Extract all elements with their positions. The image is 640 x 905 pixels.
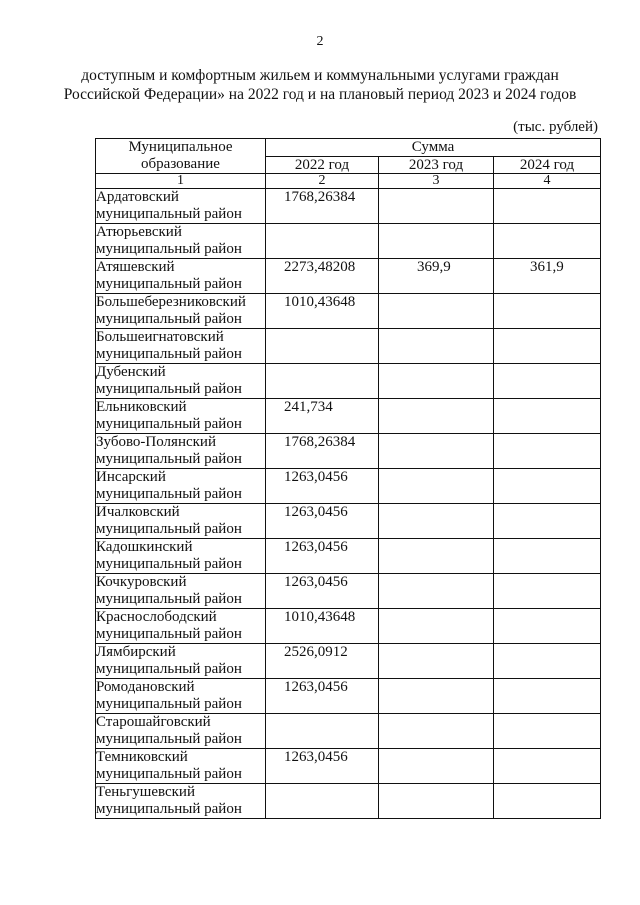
municipality-name: Зубово-Полянский xyxy=(96,434,216,450)
amount-cell-2023 xyxy=(379,189,494,224)
amount-cell-2024 xyxy=(494,224,601,259)
municipality-type: муниципальный район xyxy=(96,276,242,292)
municipality-type: муниципальный район xyxy=(96,801,242,817)
amount-cell-2023 xyxy=(379,259,494,294)
municipality-type: муниципальный район xyxy=(96,416,242,432)
amount-cell-2022 xyxy=(266,259,379,294)
municipality-cell xyxy=(96,469,266,504)
amount-cell-2024 xyxy=(494,504,601,539)
table-row xyxy=(96,504,601,539)
amount-value: 1263,0456 xyxy=(284,504,348,520)
municipality-name: Краснослободский xyxy=(96,609,217,625)
table-row xyxy=(96,434,601,469)
municipality-cell xyxy=(96,679,266,714)
amount-cell-2022 xyxy=(266,399,379,434)
amount-cell-2022 xyxy=(266,504,379,539)
table-row xyxy=(96,679,601,714)
municipality-cell xyxy=(96,364,266,399)
municipality-type: муниципальный район xyxy=(96,381,242,397)
heading-line-2: Российской Федерации» на 2022 год и на плановый период 2023 и 2024 годов xyxy=(63,86,577,103)
municipality-name: Ельниковский xyxy=(96,399,187,415)
header-sum: Сумма xyxy=(266,139,601,157)
amount-cell-2024 xyxy=(494,644,601,679)
table-row xyxy=(96,259,601,294)
municipality-type: муниципальный район xyxy=(96,451,242,467)
municipality-cell xyxy=(96,609,266,644)
amount-cell-2023 xyxy=(379,329,494,364)
amount-value: 361,9 xyxy=(530,259,564,275)
municipality-cell xyxy=(96,644,266,679)
amount-cell-2022 xyxy=(266,749,379,784)
amount-value: 1263,0456 xyxy=(284,469,348,485)
amount-cell-2023 xyxy=(379,574,494,609)
amount-value: 1263,0456 xyxy=(284,749,348,765)
amount-cell-2023 xyxy=(379,679,494,714)
amount-cell-2022 xyxy=(266,294,379,329)
municipality-type: муниципальный район xyxy=(96,486,242,502)
municipality-cell xyxy=(96,189,266,224)
municipality-name: Темниковский xyxy=(96,749,188,765)
amount-cell-2023 xyxy=(379,224,494,259)
table-row xyxy=(96,539,601,574)
amount-cell-2022 xyxy=(266,679,379,714)
header-year-2024: 2024 год xyxy=(494,156,601,174)
table-row xyxy=(96,189,601,224)
amount-value: 1263,0456 xyxy=(284,574,348,590)
municipality-type: муниципальный район xyxy=(96,206,242,222)
amount-cell-2024 xyxy=(494,189,601,224)
amount-cell-2024 xyxy=(494,259,601,294)
municipality-cell xyxy=(96,434,266,469)
municipality-type: муниципальный район xyxy=(96,696,242,712)
table-row xyxy=(96,294,601,329)
amount-cell-2024 xyxy=(494,679,601,714)
municipality-name: Кочкуровский xyxy=(96,574,187,590)
table-row xyxy=(96,609,601,644)
municipality-type: муниципальный район xyxy=(96,626,242,642)
municipality-name: Атюрьевский xyxy=(96,224,182,240)
column-number: 4 xyxy=(494,174,601,189)
table-row xyxy=(96,329,601,364)
municipality-type: муниципальный район xyxy=(96,591,242,607)
municipality-name: Старошайговский xyxy=(96,714,211,730)
amount-cell-2022 xyxy=(266,224,379,259)
table-row xyxy=(96,224,601,259)
amount-value: 241,734 xyxy=(284,399,333,415)
amount-cell-2022 xyxy=(266,434,379,469)
municipality-cell xyxy=(96,714,266,749)
allocation-table xyxy=(95,138,601,819)
municipality-name: Большеигнатовский xyxy=(96,329,224,345)
amount-value: 2526,0912 xyxy=(284,644,348,660)
amount-cell-2023 xyxy=(379,644,494,679)
municipality-name: Дубенский xyxy=(96,364,166,380)
municipality-name: Кадошкинский xyxy=(96,539,193,555)
amount-cell-2022 xyxy=(266,574,379,609)
amount-cell-2023 xyxy=(379,364,494,399)
municipality-type: муниципальный район xyxy=(96,346,242,362)
amount-cell-2023 xyxy=(379,434,494,469)
table-row xyxy=(96,714,601,749)
municipality-cell xyxy=(96,399,266,434)
amount-cell-2023 xyxy=(379,539,494,574)
table-row xyxy=(96,469,601,504)
amount-cell-2024 xyxy=(494,399,601,434)
amount-value: 1768,26384 xyxy=(284,189,356,205)
amount-value: 369,9 xyxy=(417,259,451,275)
amount-cell-2023 xyxy=(379,784,494,819)
table-row xyxy=(96,364,601,399)
header-year-2022: 2022 год xyxy=(266,156,379,174)
municipality-name: Большеберезниковский xyxy=(96,294,246,310)
amount-value: 1263,0456 xyxy=(284,539,348,555)
amount-cell-2024 xyxy=(494,434,601,469)
table-row xyxy=(96,399,601,434)
municipality-cell xyxy=(96,504,266,539)
amount-cell-2024 xyxy=(494,574,601,609)
column-number: 1 xyxy=(96,174,266,189)
municipality-name: Ромодановский xyxy=(96,679,195,695)
municipality-name: Лямбирский xyxy=(96,644,176,660)
table-row xyxy=(96,574,601,609)
header-year-2023: 2023 год xyxy=(379,156,494,174)
municipality-name: Ардатовский xyxy=(96,189,179,205)
amount-cell-2023 xyxy=(379,714,494,749)
amount-cell-2023 xyxy=(379,504,494,539)
municipality-cell xyxy=(96,259,266,294)
municipality-name: Инсарский xyxy=(96,469,166,485)
table-row xyxy=(96,749,601,784)
amount-cell-2022 xyxy=(266,784,379,819)
amount-value: 1263,0456 xyxy=(284,679,348,695)
amount-cell-2023 xyxy=(379,749,494,784)
header-municipality: Муниципальное образование xyxy=(96,139,266,174)
municipality-type: муниципальный район xyxy=(96,661,242,677)
municipality-type: муниципальный район xyxy=(96,766,242,782)
amount-cell-2023 xyxy=(379,469,494,504)
municipality-cell xyxy=(96,224,266,259)
municipality-cell xyxy=(96,749,266,784)
amount-cell-2023 xyxy=(379,294,494,329)
amount-cell-2022 xyxy=(266,609,379,644)
municipality-cell xyxy=(96,329,266,364)
amount-cell-2022 xyxy=(266,329,379,364)
municipality-type: муниципальный район xyxy=(96,556,242,572)
column-number: 3 xyxy=(379,174,494,189)
amount-cell-2022 xyxy=(266,644,379,679)
municipality-name: Теньгушевский xyxy=(96,784,195,800)
municipality-type: муниципальный район xyxy=(96,311,242,327)
amount-cell-2024 xyxy=(494,609,601,644)
amount-cell-2022 xyxy=(266,364,379,399)
amount-cell-2024 xyxy=(494,294,601,329)
table-row xyxy=(96,784,601,819)
amount-cell-2022 xyxy=(266,714,379,749)
amount-cell-2024 xyxy=(494,539,601,574)
units-label: (тыс. рублей) xyxy=(513,119,598,135)
municipality-cell xyxy=(96,784,266,819)
municipality-type: муниципальный район xyxy=(96,731,242,747)
table-row xyxy=(96,644,601,679)
heading-line-1: доступным и комфортным жильем и коммунальными услугами граждан xyxy=(81,67,559,84)
municipality-name: Ичалковский xyxy=(96,504,180,520)
municipality-cell xyxy=(96,539,266,574)
document-heading xyxy=(40,66,600,104)
municipality-type: муниципальный район xyxy=(96,241,242,257)
municipality-type: муниципальный район xyxy=(96,521,242,537)
amount-cell-2024 xyxy=(494,364,601,399)
amount-cell-2024 xyxy=(494,329,601,364)
amount-cell-2022 xyxy=(266,539,379,574)
municipality-name: Атяшевский xyxy=(96,259,175,275)
amount-value: 1010,43648 xyxy=(284,609,356,625)
amount-cell-2022 xyxy=(266,189,379,224)
amount-cell-2024 xyxy=(494,749,601,784)
municipality-cell xyxy=(96,294,266,329)
amount-value: 2273,48208 xyxy=(284,259,356,275)
amount-cell-2023 xyxy=(379,609,494,644)
amount-cell-2024 xyxy=(494,714,601,749)
amount-cell-2023 xyxy=(379,399,494,434)
amount-cell-2024 xyxy=(494,469,601,504)
amount-cell-2022 xyxy=(266,469,379,504)
page-number: 2 xyxy=(316,34,324,49)
amount-value: 1010,43648 xyxy=(284,294,356,310)
amount-cell-2024 xyxy=(494,784,601,819)
municipality-cell xyxy=(96,574,266,609)
amount-value: 1768,26384 xyxy=(284,434,356,450)
column-number: 2 xyxy=(266,174,379,189)
